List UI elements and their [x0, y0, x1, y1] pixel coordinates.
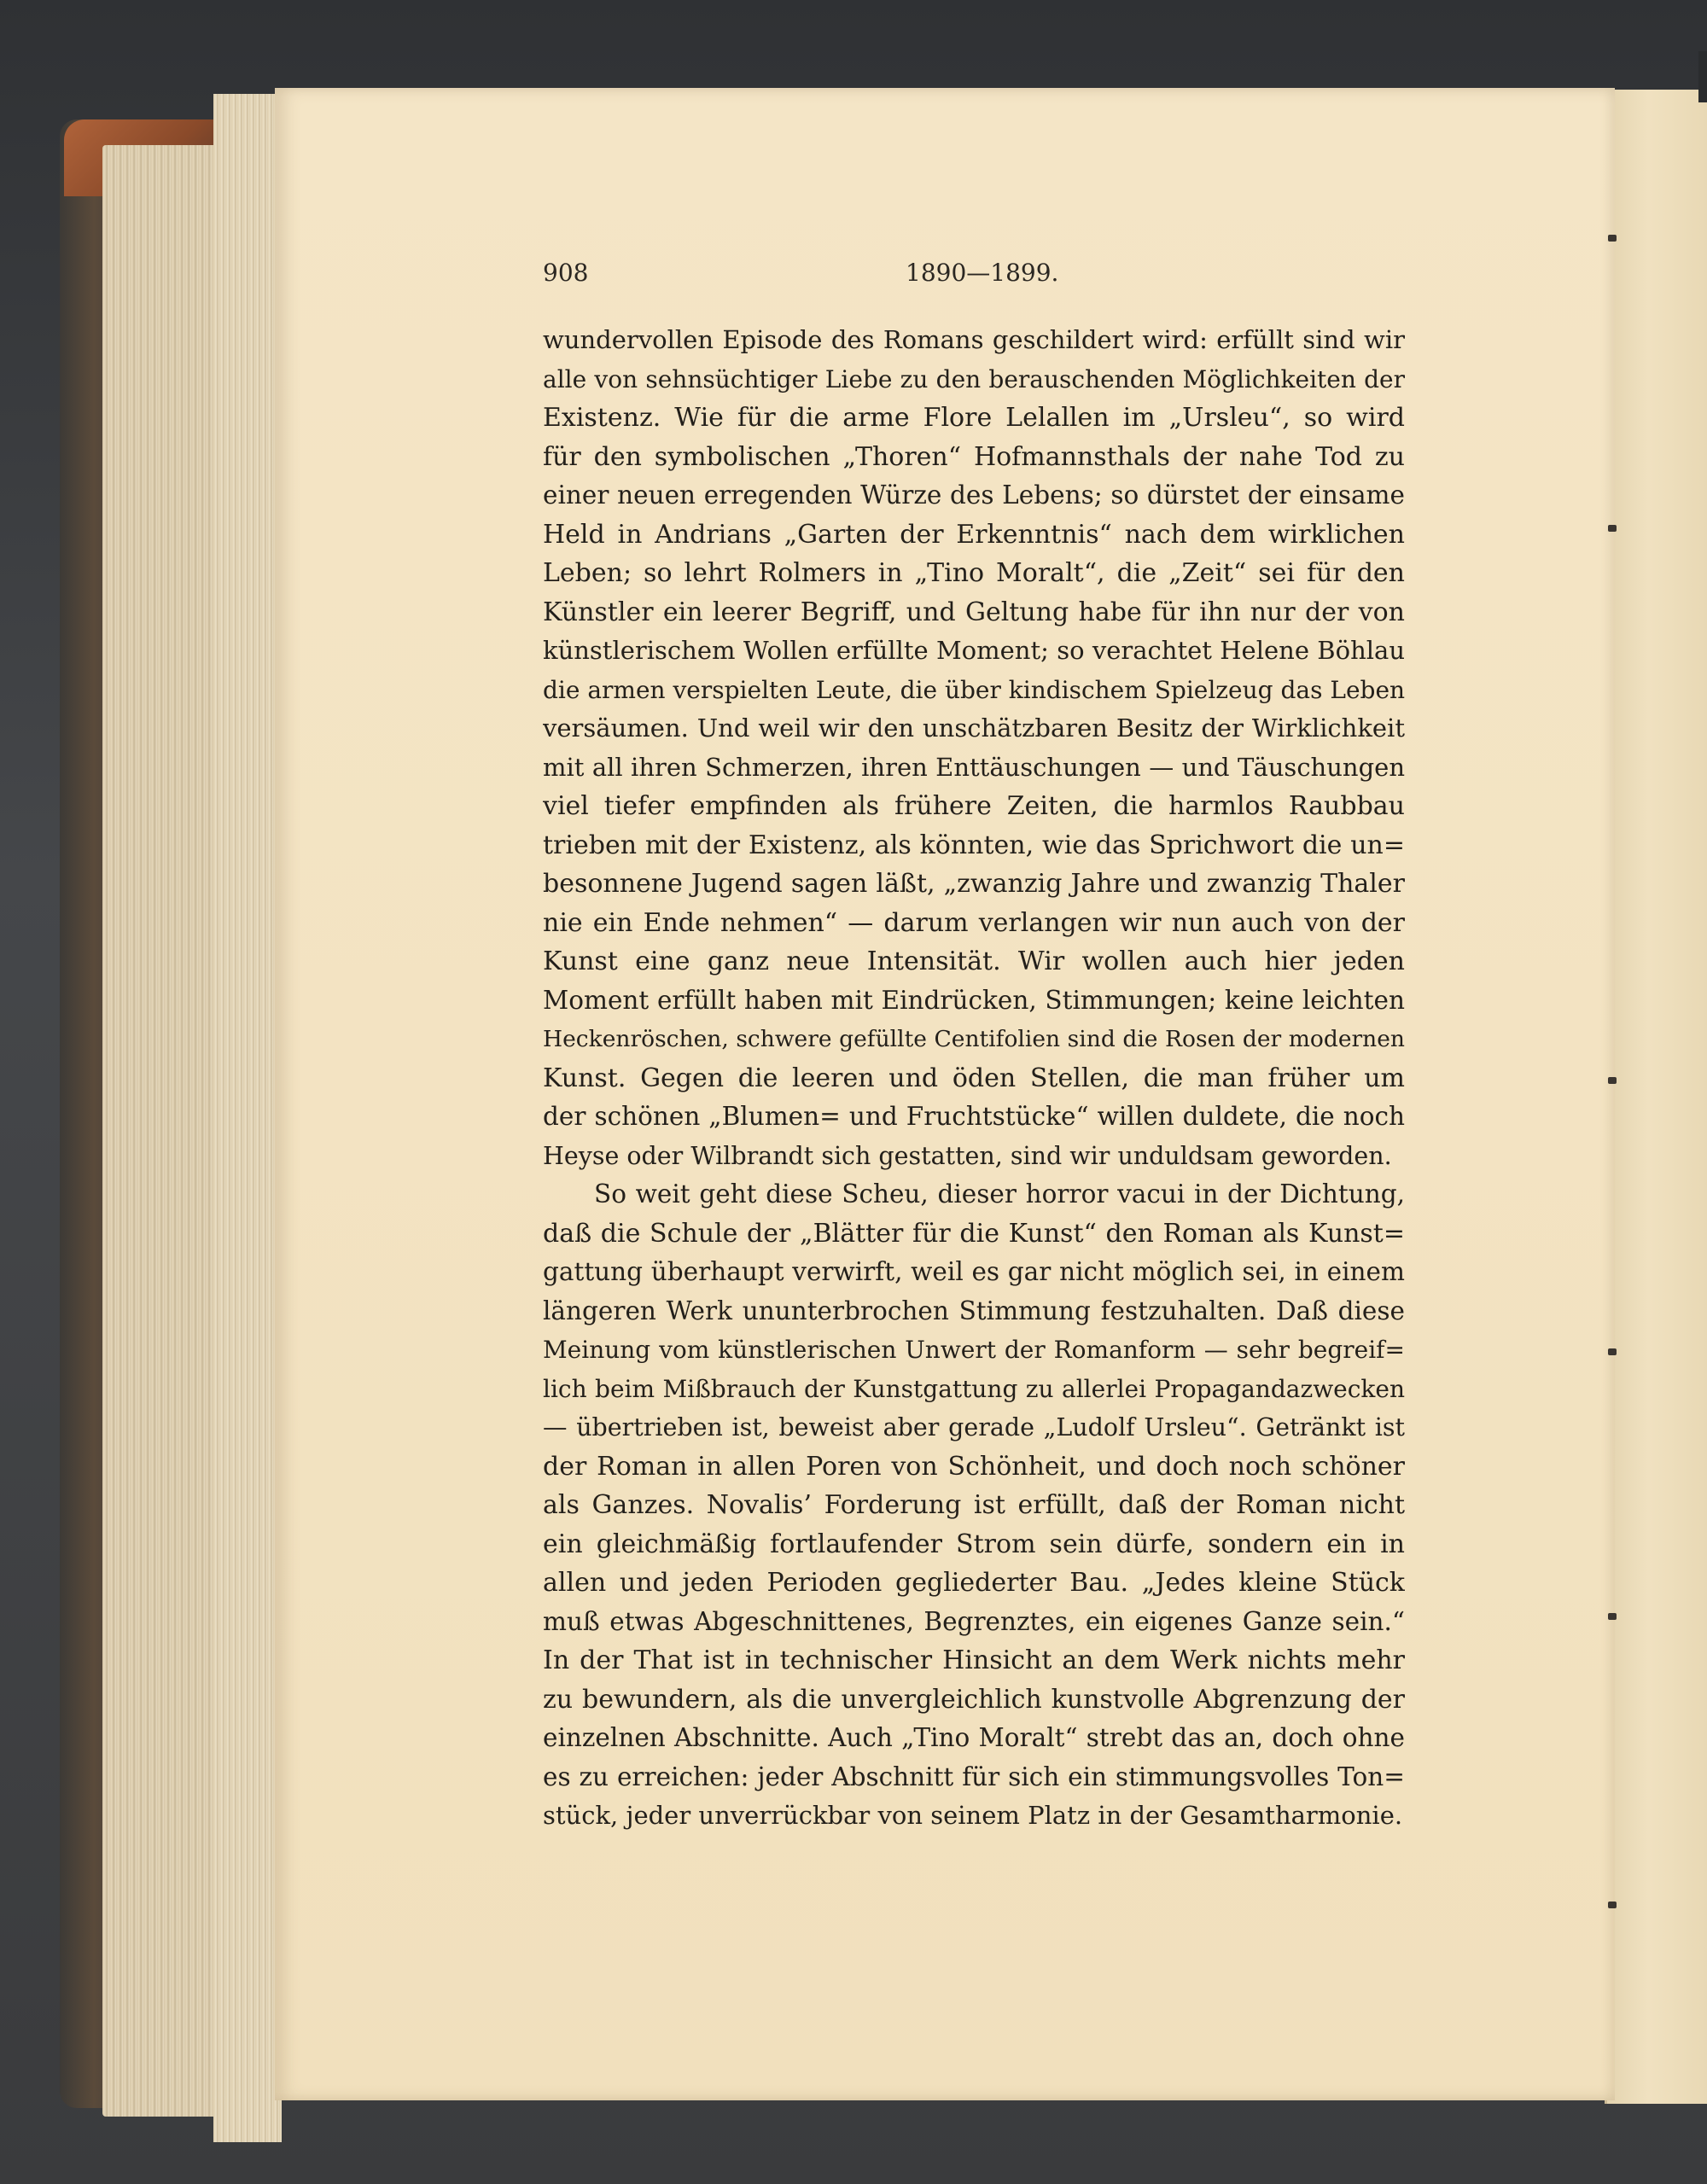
facing-page-edge	[1605, 90, 1707, 2104]
text-line: mit all ihren Schmerzen, ihren Enttäuschungen — und Täuschungen	[543, 752, 1405, 782]
text-line: als Ganzes. Novalis’ Forderung ist erfüllt, daß der Roman nicht	[543, 1490, 1405, 1520]
binding-mark	[1608, 525, 1617, 532]
text-line: Leben; so lehrt Rolmers in „Tino Moralt“, die „Zeit“ sei für den	[543, 558, 1405, 588]
text-line: besonnene Jugend sagen läßt, „zwanzig Jahre und zwanzig Thaler	[543, 869, 1405, 899]
text-line: So weit geht diese Scheu, dieser horror vacui in der Dichtung,	[594, 1179, 1405, 1208]
running-head: 1890—1899.	[906, 259, 1059, 287]
text-line: daß die Schule der „Blätter für die Kunst“ den Roman als Kunst=	[543, 1218, 1405, 1249]
text-line: einzelnen Abschnitte. Auch „Tino Moralt“ strebt das an, doch ohne	[543, 1723, 1405, 1752]
text-line: alle von sehnsüchtiger Liebe zu den berauschenden Möglichkeiten der	[543, 364, 1405, 393]
binding-mark	[1608, 1613, 1617, 1620]
binding-mark	[1608, 1348, 1617, 1355]
text-line: gattung überhaupt verwirft, weil es gar nicht möglich sei, in einem	[543, 1257, 1405, 1286]
body-text	[543, 321, 1405, 1836]
text-line: wundervollen Episode des Romans geschildert wird: erfüllt sind wir	[543, 325, 1405, 354]
page-number: 908	[543, 259, 589, 287]
text-line: für den symbolischen „Thoren“ Hofmannsthals der nahe Tod zu	[543, 441, 1405, 472]
text-line: Existenz. Wie für die arme Flore Lelallen im „Ursleu“, so wird	[543, 403, 1405, 433]
binding-mark	[1608, 235, 1617, 242]
text-line: längeren Werk ununterbrochen Stimmung festzuhalten. Daß diese	[543, 1296, 1405, 1325]
text-line: einer neuen erregenden Würze des Lebens; so dürstet der einsame	[543, 480, 1405, 510]
text-line: versäumen. Und weil wir den unschätzbaren Besitz der Wirklichkeit	[543, 713, 1405, 743]
text-line: Moment erfüllt haben mit Eindrücken, Stimmungen; keine leichten	[543, 985, 1405, 1015]
book-cover-right	[1698, 51, 1707, 102]
text-line: Heckenröschen, schwere gefüllte Centifolien sind die Rosen der modernen	[543, 1026, 1405, 1052]
text-line: — übertrieben ist, beweist aber gerade „Ludolf Ursleu“. Getränkt ist	[543, 1413, 1405, 1441]
text-line: der Roman in allen Poren von Schönheit, und doch noch schöner	[543, 1451, 1405, 1482]
text-line: die armen verspielten Leute, die über kindischem Spielzeug das Leben	[543, 675, 1405, 704]
text-line: Künstler ein leerer Begriff, und Geltung habe für ihn nur der von	[543, 597, 1405, 627]
page-header	[543, 259, 1422, 293]
text-line: In der That ist in technischer Hinsicht an dem Werk nichts mehr	[543, 1645, 1405, 1675]
text-line: nie ein Ende nehmen“ — darum verlangen wir nun auch von der	[543, 907, 1405, 938]
page-stack-edges-inner	[213, 94, 282, 2142]
text-line: zu bewundern, als die unvergleichlich kunstvolle Abgrenzung der	[543, 1684, 1405, 1715]
text-line: Heyse oder Wilbrandt sich gestatten, sind wir unduldsam geworden.	[543, 1141, 1392, 1170]
binding-mark	[1608, 1902, 1617, 1908]
text-line: viel tiefer empfinden als frühere Zeiten, die harmlos Raubbau	[543, 791, 1405, 821]
text-line: der schönen „Blumen= und Fruchtstücke“ willen duldete, die noch	[543, 1102, 1405, 1131]
text-line: stück, jeder unverrückbar von seinem Platz in der Gesamtharmonie.	[543, 1801, 1403, 1830]
text-line: künstlerischem Wollen erfüllte Moment; so verachtet Helene Böhlau	[543, 636, 1405, 665]
binding-mark	[1608, 1077, 1617, 1084]
text-line: lich beim Mißbrauch der Kunstgattung zu allerlei Propagandazwecken	[543, 1374, 1405, 1403]
text-line: trieben mit der Existenz, als könnten, wie das Sprichwort die un=	[543, 830, 1405, 860]
text-line: Kunst. Gegen die leeren und öden Stellen, die man früher um	[543, 1063, 1405, 1093]
text-line: ein gleichmäßig fortlaufender Strom sein dürfe, sondern ein in	[543, 1529, 1405, 1559]
text-line: Meinung vom künstlerischen Unwert der Romanform — sehr begreif=	[543, 1336, 1405, 1364]
text-line: Held in Andrians „Garten der Erkenntnis“ nach dem wirklichen	[543, 519, 1405, 550]
text-line: es zu erreichen: jeder Abschnitt für sich ein stimmungsvolles Ton=	[543, 1762, 1405, 1791]
text-line: allen und jeden Perioden gegliederter Bau. „Jedes kleine Stück	[543, 1568, 1405, 1598]
text-line: Kunst eine ganz neue Intensität. Wir wollen auch hier jeden	[543, 946, 1405, 976]
text-line: muß etwas Abgeschnittenes, Begrenztes, ein eigenes Ganze sein.“	[543, 1606, 1405, 1636]
